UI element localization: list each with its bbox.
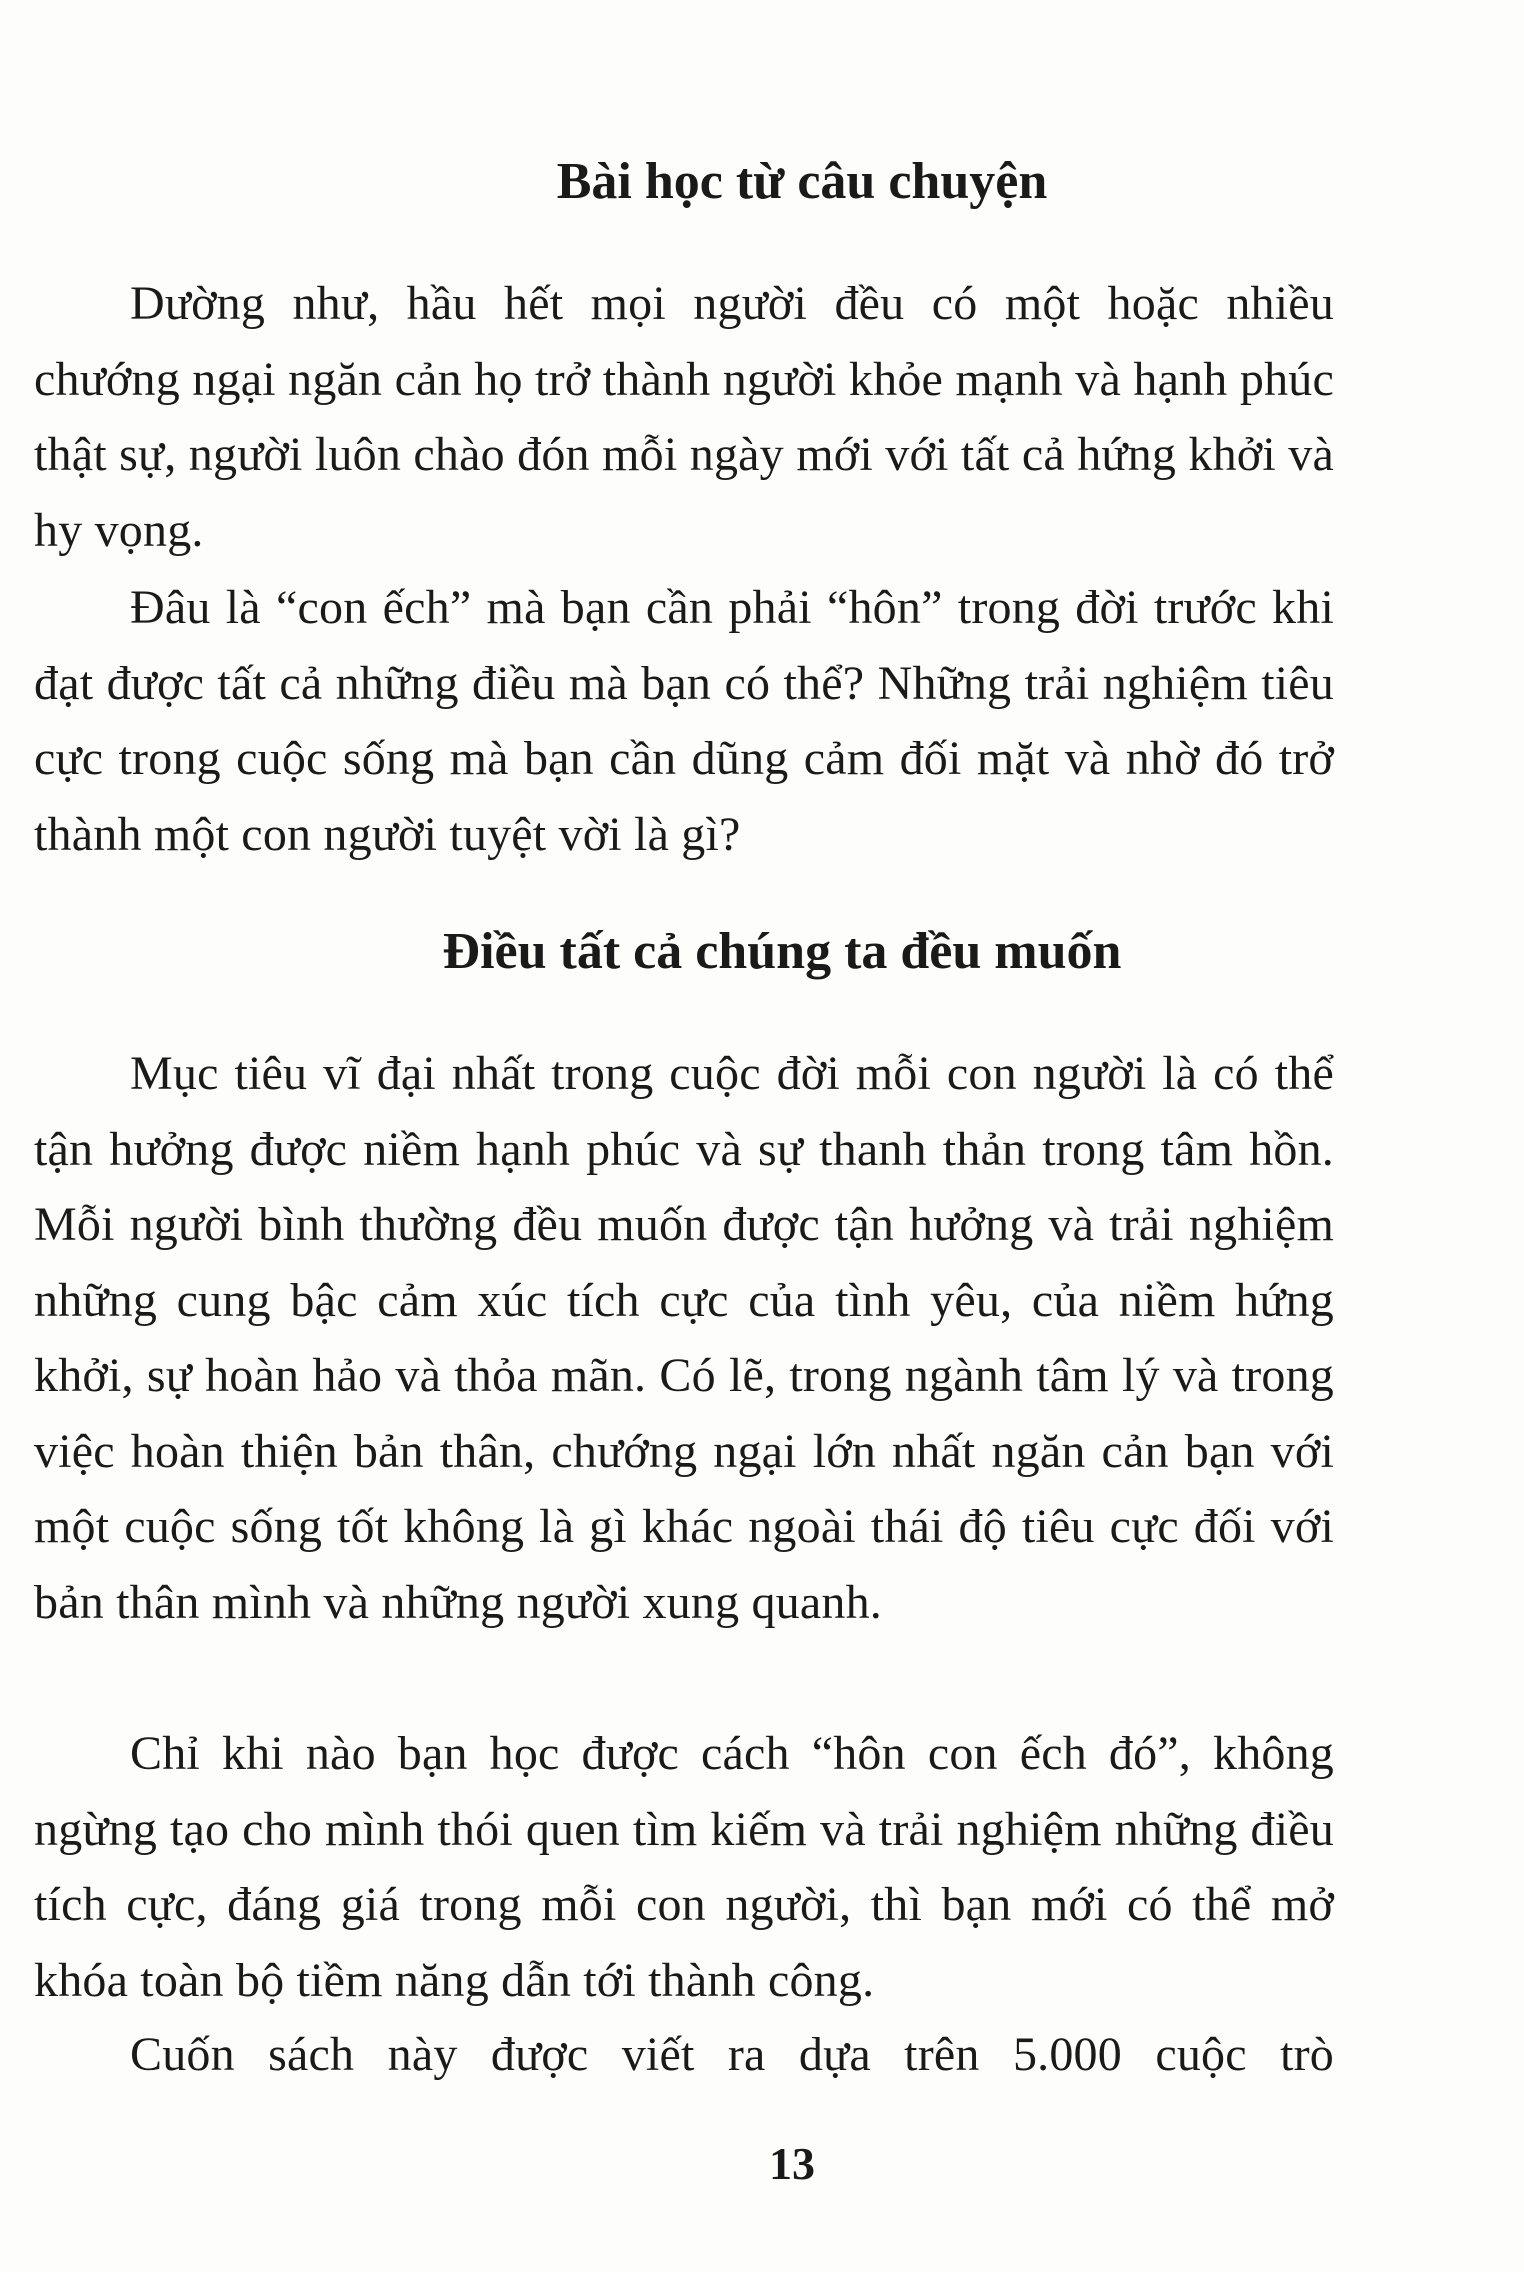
paragraph-book-origin: Cuốn sách này được viết ra dựa trên 5.000 cuộc trò (130, 2028, 1334, 2081)
section-title-lesson: Bài học từ câu chuyện (556, 153, 1048, 210)
paragraph-kiss-the-frog-question: Đâu là “con ếch” mà bạn cần phải “hôn” trong đời trước khi đạt được tất cả những điều mà bạn có thể? Những trải nghiệm tiêu cực trong cuộc sống mà bạn cần dũng cảm đối mặt và nhờ đó trở thành một con người tuyệt vời là gì? (34, 581, 1334, 861)
section-title-what-we-all-want: Điều tất cả chúng ta đều muốn (442, 923, 1122, 980)
paragraph-unlock-potential: Chỉ khi nào bạn học được cách “hôn con ếch đó”, không ngừng tạo cho mình thói quen tìm kiếm và trải nghiệm những điều tích cực, đáng giá trong mỗi con người, thì bạn mới có thể mở khóa toàn bộ tiềm năng dẫn tới thành công. (34, 1727, 1334, 2007)
page-number: 13 (769, 2138, 815, 2189)
paragraph-greatest-goal: Mục tiêu vĩ đại nhất trong cuộc đời mỗi con người là có thể tận hưởng được niềm hạnh phúc và sự thanh thản trong tâm hồn. Mỗi người bình thường đều muốn được tận hưởng và trải nghiệm những cung bậc cảm xúc tích cực của tình yêu, của niềm hứng khởi, sự hoàn hảo và thỏa mãn. Có lẽ, trong ngành tâm lý và trong việc hoàn thiện bản thân, chướng ngại lớn nhất ngăn cản bạn với một cuộc sống tốt không là gì khác ngoài thái độ tiêu cực đối với bản thân mình và những người xung quanh. (34, 1047, 1334, 1629)
paragraph-obstacles: Dường như, hầu hết mọi người đều có một hoặc nhiều chướng ngại ngăn cản họ trở thành người khỏe mạnh và hạnh phúc thật sự, người luôn chào đón mỗi ngày mới với tất cả hứng khởi và hy vọng. (34, 277, 1334, 557)
